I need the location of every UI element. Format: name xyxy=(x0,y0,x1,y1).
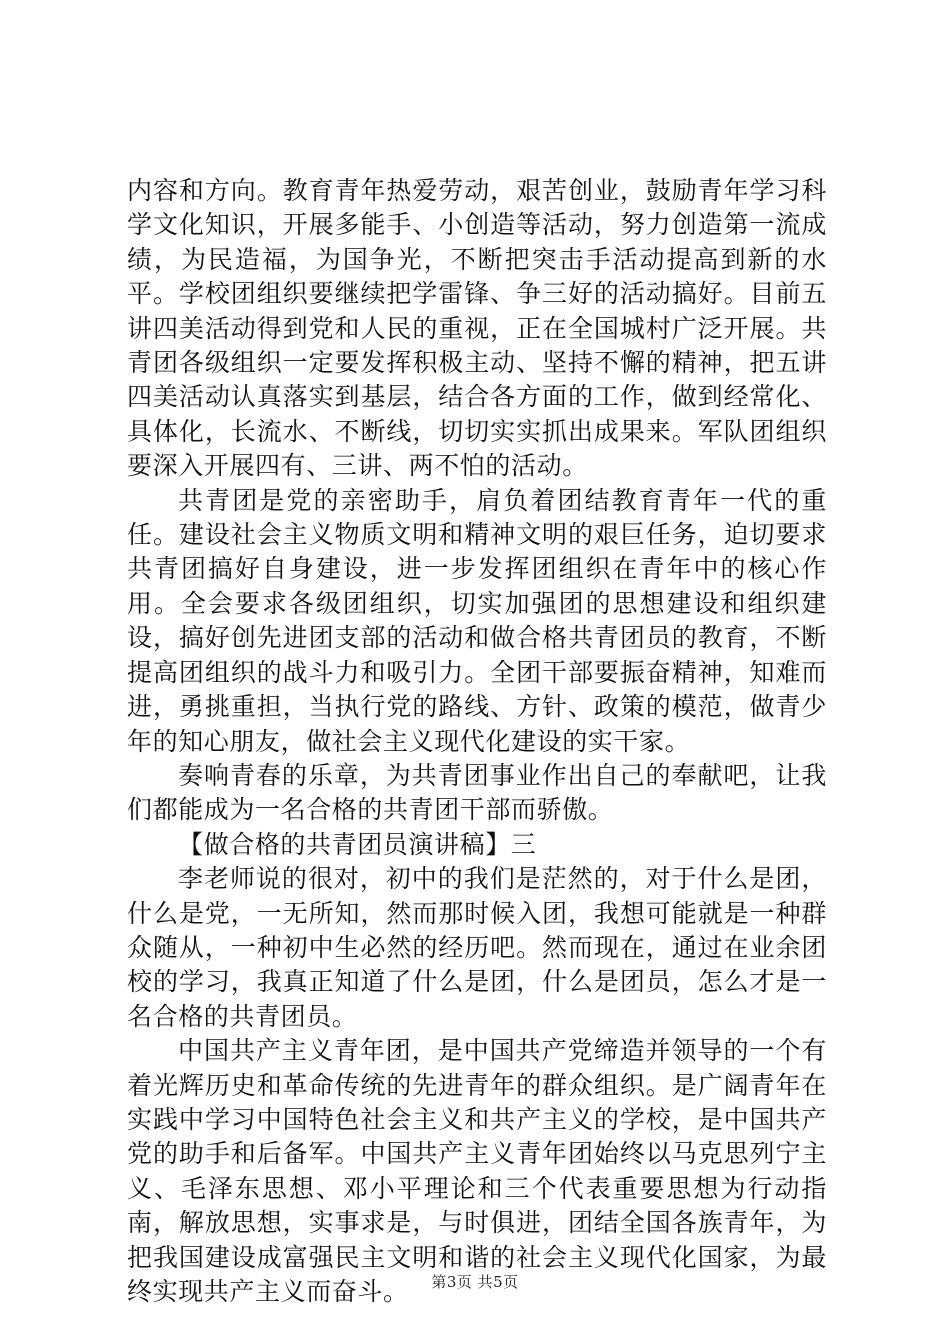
paragraph-5: 中国共产主义青年团，是中国共产党缔造并领导的一个有着光辉历史和革命传统的先进青年的群众组织。是广阔青年在实践中学习中国特色社会主义和共产主义的学校，是中国共产党的助手和后备军。中国共产主义青年团始终以马克思列宁主义、毛泽东思想、邓小平理论和三个代表重要思想为行动指南，解放思想，实事求是，与时俱进，团结全国各族青年，为把我国建设成富强民主文明和谐的社会主义现代化国家，为最终实现共产主义而奋斗。 xyxy=(127,1036,827,1306)
page-number-footer: 第3页 共5页 xyxy=(431,1273,519,1291)
paragraph-1: 内容和方向。教育青年热爱劳动，艰苦创业，鼓励青年学习科学文化知识，开展多能手、小创造等活动，努力创造第一流成绩，为民造福，为国争光，不断把突击手活动提高到新的水平。学校团组织要继续把学雷锋、争三好的活动搞好。目前五讲四美活动得到党和人民的重视，正在全国城村广泛开展。共青团各级组织一定要发挥积极主动、坚持不懈的精神，把五讲四美活动认真落实到基层，结合各方面的工作，做到经常化、具体化，长流水、不断线，切切实实抓出成果来。军队团组织要深入开展四有、三讲、两不怕的活动。 xyxy=(127,176,827,481)
paragraph-4: 李老师说的很对，初中的我们是茫然的，对于什么是团，什么是党，一无所知，然而那时候入团，我想可能就是一种群众随从，一种初中生必然的经历吧。然而现在，通过在业余团校的学习，我真正知道了什么是团，什么是团员，怎么才是一名合格的共青团员。 xyxy=(127,864,827,1031)
document-body xyxy=(127,174,827,1309)
paragraph-3: 奏响青春的乐章，为共青团事业作出自己的奉献吧，让我们都能成为一名合格的共青团干部而骄傲。 xyxy=(127,760,827,825)
paragraph-2: 共青团是党的亲密助手，肩负着团结教育青年一代的重任。建设社会主义物质文明和精神文明的艰巨任务，迫切要求共青团搞好自身建设，进一步发挥团组织在青年中的核心作用。全会要求各级团组织，切实加强团的思想建设和组织建设，搞好创先进团支部的活动和做合格共青团员的教育，不断提高团组织的战斗力和吸引力。全团干部要振奋精神，知难而进，勇挑重担，当执行党的路线、方针、政策的模范，做青少年的知心朋友，做社会主义现代化建设的实干家。 xyxy=(127,485,827,756)
section-heading: 【做合格的共青团员演讲稿】三 xyxy=(178,829,537,859)
